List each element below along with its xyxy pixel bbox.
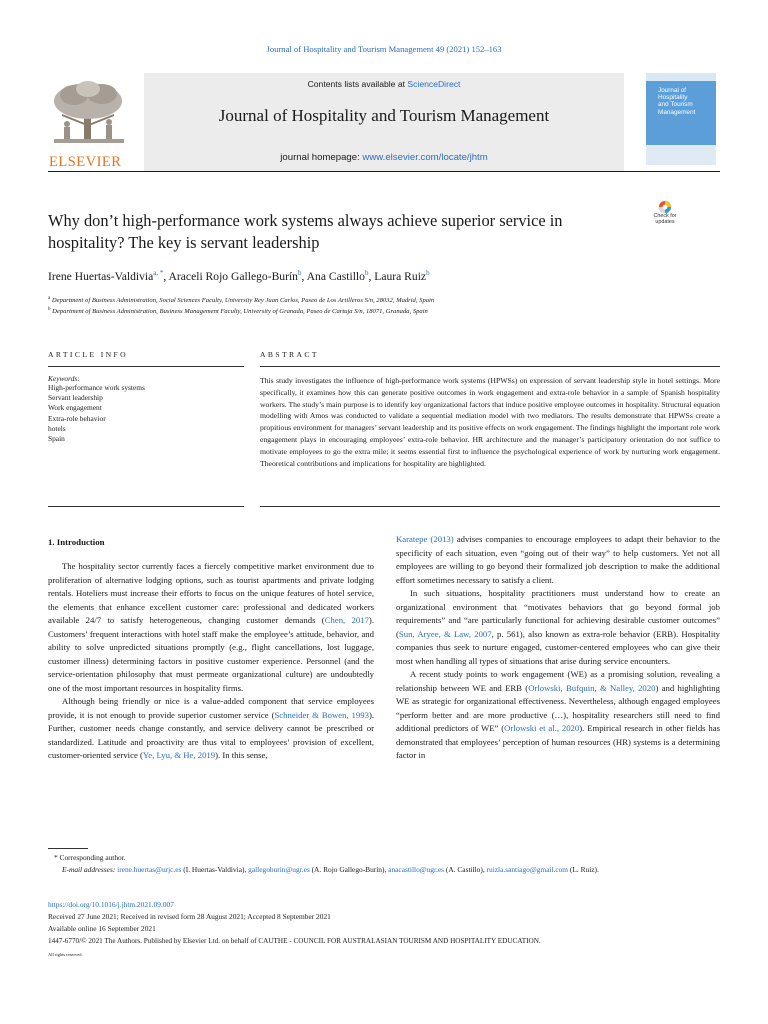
abstract-rule (260, 366, 720, 367)
keywords-list (48, 383, 145, 444)
email-link[interactable]: irene.huertas@urjc.es (117, 865, 182, 874)
citation-link[interactable]: Ye, Lyu, & He, 2019 (142, 750, 216, 760)
affiliation-marker: a (48, 296, 51, 301)
check-updates-icon (648, 200, 682, 214)
check-for-updates-button[interactable] (648, 200, 682, 236)
masthead-center (144, 73, 624, 171)
check-updates-label (648, 214, 682, 226)
keywords-label: Keywords: (48, 374, 80, 383)
contents-prefix: Contents lists available at (307, 79, 408, 89)
author-separator: , (368, 269, 375, 283)
cover-title (658, 87, 714, 116)
check-updates-line: Check for (653, 213, 677, 219)
keyword-item: High-performance work systems (48, 383, 145, 392)
homepage-prefix: journal homepage: (280, 152, 363, 163)
paragraph-text: ) and highlighting WE as strategic for organizational effectiveness. Nevertheless, although engaged employees “perform better and are more productive (…), hospitality researchers still need to find additional predictors of WE” ( (396, 682, 720, 733)
cover-top-band (646, 73, 716, 81)
abstract-text: This study investigates the influence of high-performance work systems (HPWSs) on expression of servant leadership style in hotel settings. More specifically, it examines how this can generate positive outcomes in work engagement and extra-role behavior in a sample of Spanish hospitality workers. The study’s main purpose is to identify key organizational factors that induce positive employee outcomes in hospitality. Structural equation modelling with Amos was conducted to validate a sequential mediation model with two mediators. The results demonstrate that HPWSs create a propitious environment for managers’ servant leadership and its positive effects on work engagement. The findings highlight the important role work engagement plays in encouraging employees’ extra-role behavior. HR architecture and the manager’s participatory orientation do not suffice to motivate employees to go the extra mile; it seems essential first to influence the psychological experience of work by nurturing work engagement. Theoretical contributions and implications for hospitality are highlighted. (260, 376, 720, 468)
author-separator: , (301, 269, 307, 283)
abstract-bottom-rule (260, 506, 720, 507)
body-paragraph (48, 695, 374, 763)
body-paragraph (396, 668, 720, 763)
rights-reserved: All rights reserved. (48, 952, 83, 957)
author-name[interactable]: Araceli Rojo Gallego-Burín (168, 269, 298, 283)
journal-cover-thumbnail[interactable] (646, 73, 716, 165)
body-paragraph (48, 560, 374, 695)
received-dates: Received 27 June 2021; Received in revised form 28 August 2021; Accepted 8 September 2021 (48, 912, 331, 921)
cover-title-line: Management (658, 108, 696, 116)
abstract-heading: ABSTRACT (260, 350, 319, 359)
journal-homepage-line (144, 152, 624, 163)
affiliation-marker: b (48, 307, 51, 312)
paragraph-text: ). Empirical research in other fields has demonstrated that employees’ perception of human resources (HR) systems is a determining factor in (396, 723, 720, 760)
email-owner: (L. Ruiz). (568, 865, 599, 874)
paragraph-text: ). Customers’ frequent interactions with hotel staff make the employee’s attitude, behavior, and ability to solve unpredicted situations promptly (e.g., flight cancellations, lost luggage, customer illness) determining factors in positive customer experience. Personnel (and the service-orientation philosophy that must permeate organizational culture) are undoubtedly one of the most important resources in hospitality firms. (48, 615, 374, 693)
paragraph-text: ). Further, customer needs change constantly, and service delivery cannot be prescribed or standardized. Latitude and proactivity are thus vital to employees’ provision of excellent, customer-oriented service ( (48, 709, 375, 760)
tree-icon (48, 79, 130, 151)
keyword-item: Spain (48, 434, 65, 444)
citation-link[interactable]: Schneider & Bowen, 1993 (274, 709, 369, 720)
author-affiliation-marker[interactable]: b (297, 269, 302, 277)
journal-masthead (48, 73, 720, 172)
email-link[interactable]: ruizla.santiago@gmail.com (486, 865, 569, 874)
cover-title-line: and Tourism (658, 101, 693, 109)
paragraph-text: , p. 561), also known as extra-role behavior (ERB). Hospitality companies thus seek to nurture engaged, customer-centered employees who can give their most when handling all types of situations that arise during service encounters. (396, 628, 720, 666)
citation-link[interactable]: Orlowski et al., 2020 (504, 723, 580, 733)
citation-link[interactable]: Karatepe (2013) (396, 534, 454, 544)
keyword-item: Servant leadership (48, 393, 103, 403)
left-column (48, 560, 374, 763)
affiliation-text: Department of Business Administration, Business Management Faculty, University of Granada, Paseo de Cartuja S/n, 18071, Granada, Spain (52, 308, 428, 316)
elsevier-tree-logo[interactable] (48, 79, 130, 170)
cover-title-line: Journal of (658, 87, 687, 94)
author-affiliation-marker[interactable]: a, * (153, 269, 164, 277)
author-list (48, 269, 430, 283)
author-name[interactable]: Laura Ruiz (374, 269, 427, 283)
copyright-notice: 1447-6770/© 2021 The Authors. Published by Elsevier Ltd. on behalf of CAUTHE - COUNCIL FOR AUSTRALASIAN TOURISM AND HOSPITALITY EDUCATION. (48, 937, 541, 945)
journal-reference[interactable]: Journal of Hospitality and Tourism Management 49 (2021) 152–163 (266, 44, 502, 54)
article-title: Why don’t high-performance work systems always achieve superior service in hospitality? The key is servant leadership (48, 211, 563, 252)
citation-link[interactable]: Orlowski, Bufquin, & Nalley, 2020 (528, 682, 656, 693)
body-paragraph (396, 587, 720, 668)
article-info-heading: ARTICLE INFO (48, 350, 129, 359)
paragraph-text: advises companies to encourage employees to adapt their behavior to the specificity of each situation, even “going out of their way” to help customers. Yet not all employees are willing to go beyond their formalized job description to make the additional effort sometimes necessary to satisfy a client. (396, 534, 720, 585)
corresponding-author-note: * Corresponding author. (54, 853, 126, 862)
article-info-bottom-rule (48, 506, 244, 507)
author-name[interactable]: Ana Castillo (306, 269, 365, 283)
affiliation-text: Department of Business Administration, Social Sciences Faculty, University Rey Juan Carlos, Paseo de Los Artilleros S/n, 28032, Madrid, Spain (51, 297, 435, 305)
affiliation (48, 296, 434, 304)
footnote-rule (48, 848, 88, 849)
contents-line (144, 79, 624, 89)
paragraph-text: Although being friendly or nice is a value-added component that service employees provide, it is not enough to provide superior customer service ( (48, 696, 374, 720)
keyword-item: Work engagement (48, 403, 102, 413)
citation-link[interactable]: Sun, Aryee, & Law, 2007 (398, 628, 492, 639)
sciencedirect-link[interactable]: ScienceDirect (407, 79, 461, 89)
article-info-rule (48, 366, 244, 367)
paragraph-text: The hospitality sector currently faces a fiercely competitive market environment due to proliferation of alternative lodging options, such as tourist apartments and private lodging rentals. Hoteliers must increase their efforts to focus on the unique features of hotel service, the elements that enhance excellent customer care: professional and dedicated workers available 24/7 to satisfy heterogeneous, changing customer demands ( (48, 561, 374, 625)
available-online-date: Available online 16 September 2021 (48, 924, 156, 933)
doi-link[interactable]: https://doi.org/10.1016/j.jhtm.2021.09.007 (48, 900, 174, 909)
author-separator: , (163, 269, 169, 283)
journal-title: Journal of Hospitality and Tourism Management (218, 106, 550, 125)
keyword-item: hotels (48, 423, 66, 433)
cover-bottom-band (646, 145, 716, 165)
author-name[interactable]: Irene Huertas-Valdivia (48, 269, 154, 283)
email-owner: (A. Rojo Gallego-Burín), (309, 865, 389, 874)
email-owner: (A. Castillo), (444, 865, 487, 874)
email-label: E-mail addresses: (62, 865, 116, 874)
elsevier-wordmark: ELSEVIER (49, 154, 122, 170)
journal-homepage-link[interactable]: www.elsevier.com/locate/jhtm (362, 152, 488, 163)
cover-title-line: Hospitality (658, 94, 688, 102)
email-link[interactable]: anacastillo@ugr.es (388, 865, 445, 874)
section-heading-introduction: 1. Introduction (48, 537, 105, 547)
right-column (396, 533, 720, 763)
paragraph-text: A recent study points to work engagement (WE) as a promising solution, revealing a relationship between WE and ERB ( (396, 669, 720, 693)
paragraph-text: In such situations, hospitality practitioners must understand how to create an organizational environment that “motivates behaviors that go beyond formal job requirements” and “are particularly functional for achieving desirable customer outcomes” ( (396, 588, 720, 639)
email-owner: (I. Huertas-Valdivia), (181, 865, 249, 874)
citation-link[interactable]: Chen, 2017 (324, 615, 369, 625)
author-affiliation-marker[interactable]: b (426, 269, 430, 277)
email-link[interactable]: gallegoburin@ugr.es (248, 865, 310, 874)
paragraph-text: ). In this sense, (215, 750, 268, 760)
email-addresses (62, 864, 720, 876)
affiliation (48, 307, 428, 315)
body-paragraph (396, 533, 720, 587)
author-affiliation-marker[interactable]: b (364, 269, 369, 277)
keyword-item: Extra-role behavior (48, 413, 106, 423)
check-updates-line: updates (655, 218, 675, 225)
